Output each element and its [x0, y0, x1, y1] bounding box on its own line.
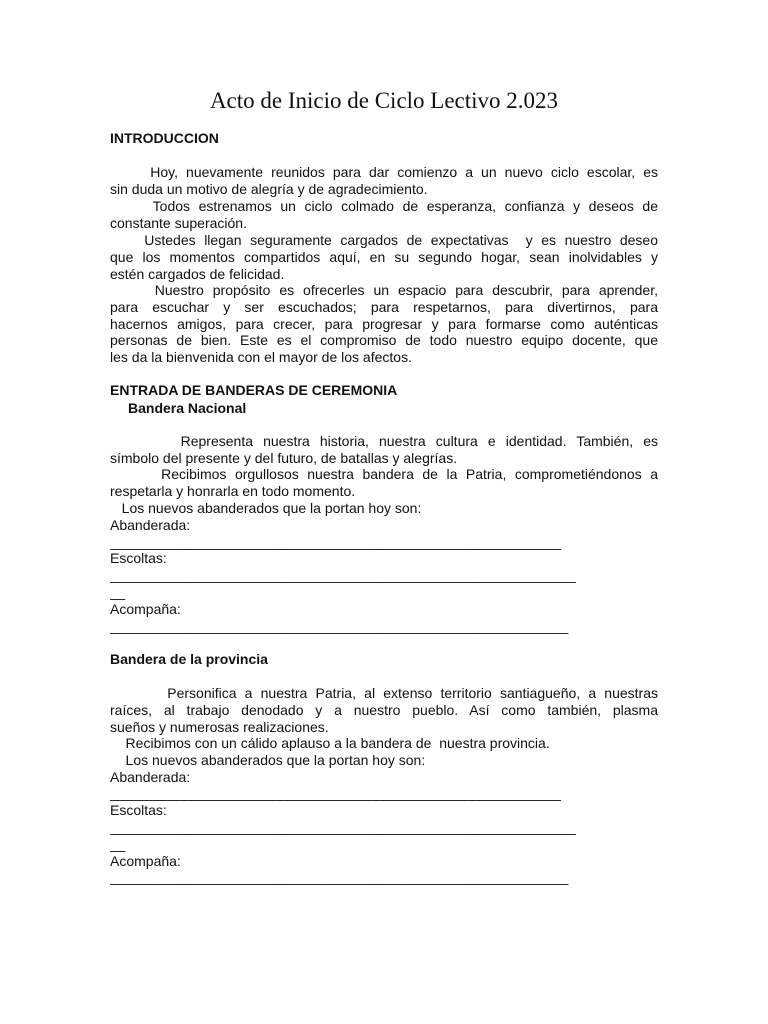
text-line: respetarla y honrarla en todo momento.	[110, 482, 356, 499]
section-heading-introduccion: INTRODUCCION	[110, 130, 219, 146]
text-line: raíces, al trabajo denodado y a nuestro pueblo. Así como también, plasma	[110, 701, 658, 718]
text-line: Recibimos con un cálido aplauso a la bandera de nuestra provincia.	[110, 735, 550, 751]
nacional-paragraph-2	[110, 466, 658, 500]
text-line: hacernos amigos, para crecer, para progresar y para formarse como auténticas	[110, 315, 658, 332]
intro-paragraph-1	[110, 164, 658, 198]
text-line: Hoy, nuevamente reunidos para dar comienzo a un nuevo ciclo escolar, es	[110, 164, 658, 180]
abanderada-blank-line: _____________________________________________________________	[110, 785, 561, 802]
acompana-label: Acompaña:	[110, 852, 181, 869]
text-line: estén cargados de felicidad.	[110, 265, 285, 282]
subheading-bandera-nacional: Bandera Nacional	[128, 400, 247, 416]
intro-paragraph-2	[110, 198, 658, 232]
intro-paragraph-3	[110, 232, 658, 282]
escoltas-label: Escoltas:	[110, 802, 167, 819]
text-line: Los nuevos abanderados que la portan hoy son:	[110, 751, 426, 768]
escoltas-blank-line: _______________________________________________________________	[110, 567, 576, 584]
provincia-abanderados-block	[110, 735, 658, 886]
escoltas-label: Escoltas:	[110, 550, 167, 567]
text-line: sueños y numerosas realizaciones.	[110, 718, 329, 735]
section-heading-entrada-banderas: ENTRADA DE BANDERAS DE CEREMONIA	[110, 382, 398, 398]
text-line: Personifica a nuestra Patria, al extenso territorio santiagueño, a nuestras	[110, 685, 658, 701]
intro-paragraph-4	[110, 282, 658, 366]
escoltas-blank-line-continued: __	[110, 835, 125, 852]
abanderada-blank-line: _____________________________________________________________	[110, 533, 561, 550]
text-line: personas de bien. Este es el compromiso de todo nuestro equipo docente, que	[110, 332, 658, 349]
abanderada-label: Abanderada:	[110, 516, 191, 533]
text-line: que los momentos compartidos aquí, en su segundo hogar, sean inolvidables y	[110, 248, 658, 265]
acompana-blank-line: ______________________________________________________________	[110, 869, 568, 886]
text-line: símbolo del presente y del futuro, de batallas y alegrías.	[110, 449, 458, 466]
nacional-paragraph-1	[110, 433, 658, 467]
escoltas-blank-line-continued: __	[110, 583, 125, 600]
text-line: les da la bienvenida con el mayor de los afectos.	[110, 349, 412, 366]
text-line: Nuestro propósito es ofrecerles un espacio para descubrir, para aprender,	[110, 282, 658, 298]
nacional-abanderados-block	[110, 500, 658, 634]
subheading-bandera-provincia: Bandera de la provincia	[110, 651, 268, 667]
document-title: Acto de Inicio de Ciclo Lectivo 2.023	[209, 88, 559, 113]
escoltas-blank-line: _______________________________________________________________	[110, 818, 576, 835]
text-line: sin duda un motivo de alegría y de agradecimiento.	[110, 180, 428, 197]
text-line: Ustedes llegan seguramente cargados de expectativas y es nuestro deseo	[110, 232, 658, 248]
text-line: constante superación.	[110, 214, 247, 231]
acompana-label: Acompaña:	[110, 600, 181, 617]
abanderada-label: Abanderada:	[110, 768, 191, 785]
provincia-paragraph-1	[110, 685, 658, 735]
text-line: Representa nuestra historia, nuestra cultura e identidad. También, es	[110, 433, 658, 449]
acompana-blank-line: ______________________________________________________________	[110, 617, 568, 634]
text-line: Todos estrenamos un ciclo colmado de esperanza, confianza y deseos de	[110, 198, 658, 214]
text-line: para escuchar y ser escuchados; para respetarnos, para divertirnos, para	[110, 298, 658, 315]
text-line: Los nuevos abanderados que la portan hoy son:	[110, 500, 422, 516]
text-line: Recibimos orgullosos nuestra bandera de la Patria, comprometiéndonos a	[110, 466, 658, 482]
